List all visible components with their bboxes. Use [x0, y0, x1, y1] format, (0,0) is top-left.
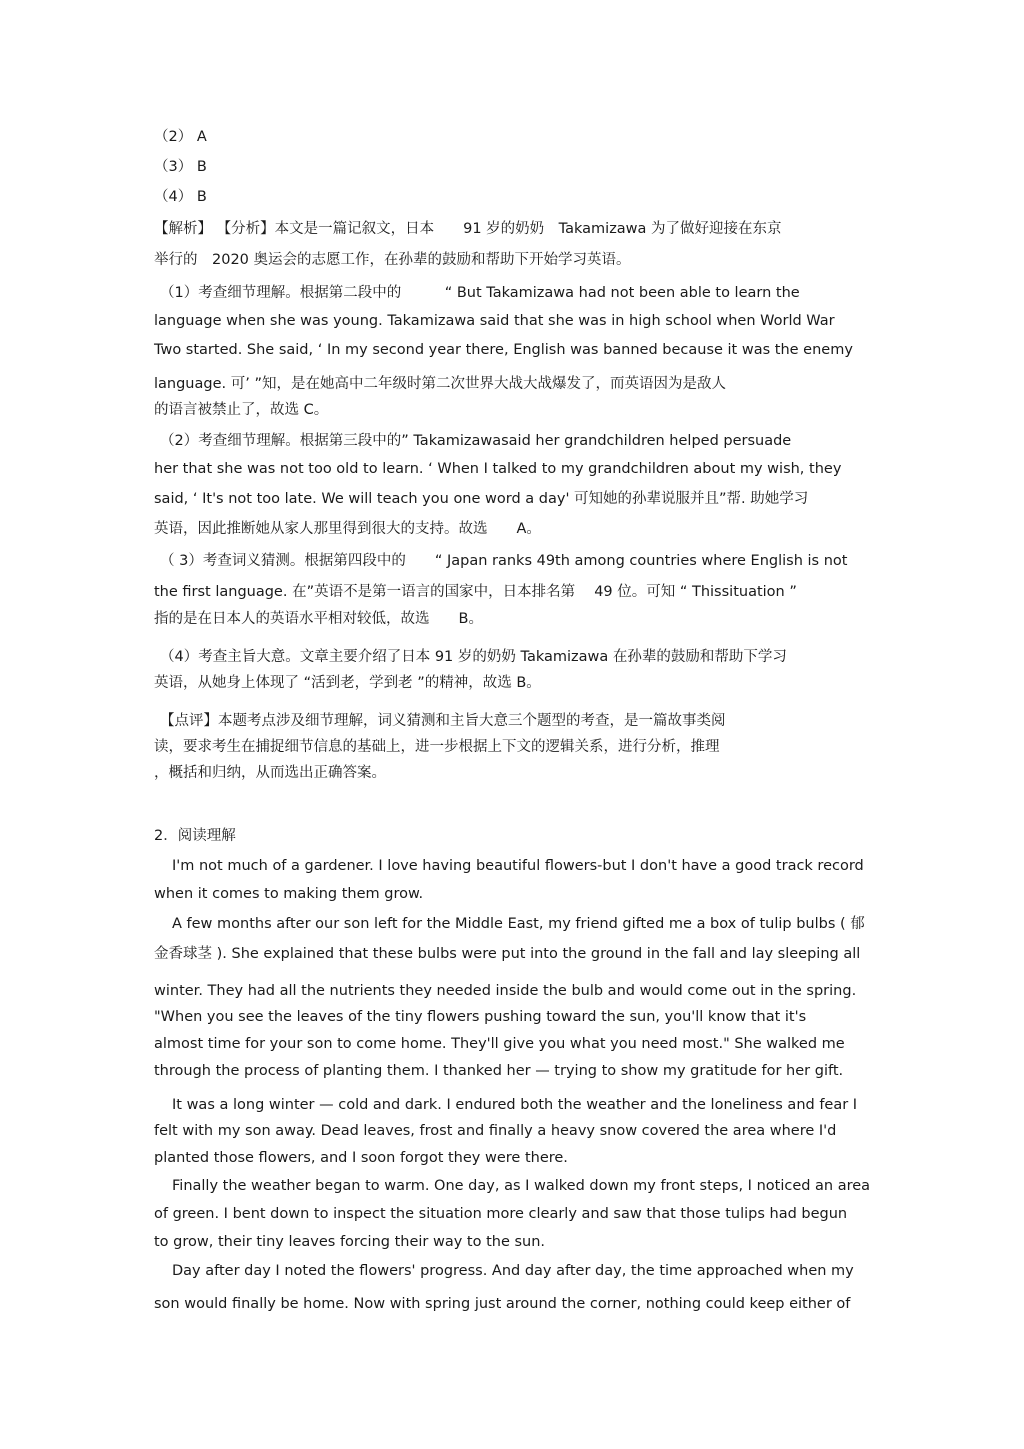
passage-line: I'm not much of a gardener. I love having beautiful flowers-but I don't have a good track record	[172, 858, 864, 874]
passage-line: through the process of planting them. I thanked her — trying to show my gratitude for her gift.	[154, 1063, 844, 1079]
q1-explanation-line: language when she was young. Takamizawa said that she was in high school when World War	[154, 313, 835, 329]
passage-line: 金香球茎 ). She explained that these bulbs were put into the ground in the fall and lay sleeping all	[154, 946, 861, 962]
passage-line: to grow, their tiny leaves forcing their way to the sun.	[154, 1234, 546, 1250]
passage-line: Day after day I noted the flowers' progress. And day after day, the time approached when my	[172, 1263, 854, 1279]
passage-line: planted those flowers, and I soon forgot they were there.	[154, 1150, 568, 1166]
passage-line: "When you see the leaves of the tiny flowers pushing toward the sun, you'll know that it's	[154, 1009, 807, 1025]
section-heading: 2．阅读理解	[154, 828, 236, 844]
passage-line: winter. They had all the nutrients they needed inside the bulb and would come out in the spring.	[154, 983, 857, 999]
q2-explanation-line: （2）考查细节理解。根据第三段中的” Takamizawasaid her grandchildren helped persuade	[160, 433, 792, 449]
comment-line: 读，要求考生在捕捉细节信息的基础上，进一步根据上下文的逻辑关系，进行分析，推理	[154, 739, 720, 755]
q1-explanation-line: language. 可’ ”知，是在她高中二年级时第二次世界大战大战爆发了，而英语因为是敌人	[154, 376, 726, 392]
comment-line: 【点评】本题考点涉及细节理解，词义猜测和主旨大意三个题型的考查，是一篇故事类阅	[160, 713, 726, 729]
passage-line: son would finally be home. Now with spring just around the corner, nothing could keep either of	[154, 1296, 851, 1312]
passage-line: Finally the weather began to warm. One day, as I walked down my front steps, I noticed an area	[172, 1178, 871, 1194]
comment-line: ，概括和归纳，从而选出正确答案。	[154, 765, 386, 781]
q4-explanation-line: （4）考查主旨大意。文章主要介绍了日本 91 岁的奶奶 Takamizawa 在孙辈的鼓励和帮助下学习	[160, 649, 787, 665]
q1-explanation-line: （1）考查细节理解。根据第二段中的 “ But Takamizawa had not been able to learn the	[160, 285, 800, 301]
analysis-line: 【解析】 【分析】本文是一篇记叙文，日本 91 岁的奶奶 Takamizawa 为了做好迎接在东京	[154, 221, 782, 237]
q3-explanation-line: （ 3）考查词义猜测。根据第四段中的 “ Japan ranks 49th among countries where English is not	[160, 553, 848, 569]
answer-4: （4） B	[154, 189, 207, 205]
q1-explanation-line: Two started. She said, ‘ In my second year there, English was banned because it was the enemy	[154, 342, 853, 358]
q2-explanation-line: 英语，因此推断她从家人那里得到很大的支持。故选 A。	[154, 521, 541, 537]
q4-explanation-line: 英语，从她身上体现了 “活到老，学到老 ”的精神，故选 B。	[154, 675, 541, 691]
q2-explanation-line: said, ‘ It's not too late. We will teach you one word a day' 可知她的孙辈说服并且”帮. 助她学习	[154, 491, 809, 507]
passage-line: almost time for your son to come home. They'll give you what you need most." She walked me	[154, 1036, 845, 1052]
passage-line: of green. I bent down to inspect the situation more clearly and saw that those tulips had begun	[154, 1206, 848, 1222]
q2-explanation-line: her that she was not too old to learn. ‘ When I talked to my grandchildren about my wish, they	[154, 461, 842, 477]
q3-explanation-line: 指的是在日本人的英语水平相对较低，故选 B。	[154, 611, 483, 627]
passage-line: felt with my son away. Dead leaves, frost and finally a heavy snow covered the area where I'd	[154, 1123, 837, 1139]
answer-2: （2） A	[154, 129, 207, 145]
passage-line: A few months after our son left for the Middle East, my friend gifted me a box of tulip bulbs ( 郁	[172, 916, 865, 932]
q1-explanation-line: 的语言被禁止了，故选 C。	[154, 402, 329, 418]
passage-line: It was a long winter — cold and dark. I endured both the weather and the loneliness and fear I	[172, 1097, 858, 1113]
analysis-line: 举行的 2020 奥运会的志愿工作，在孙辈的鼓励和帮助下开始学习英语。	[154, 252, 631, 268]
passage-line: when it comes to making them grow.	[154, 886, 424, 902]
q3-explanation-line: the first language. 在”英语不是第一语言的国家中，日本排名第 49 位。可知 “ Thissituation ”	[154, 584, 797, 600]
answer-3: （3） B	[154, 159, 207, 175]
